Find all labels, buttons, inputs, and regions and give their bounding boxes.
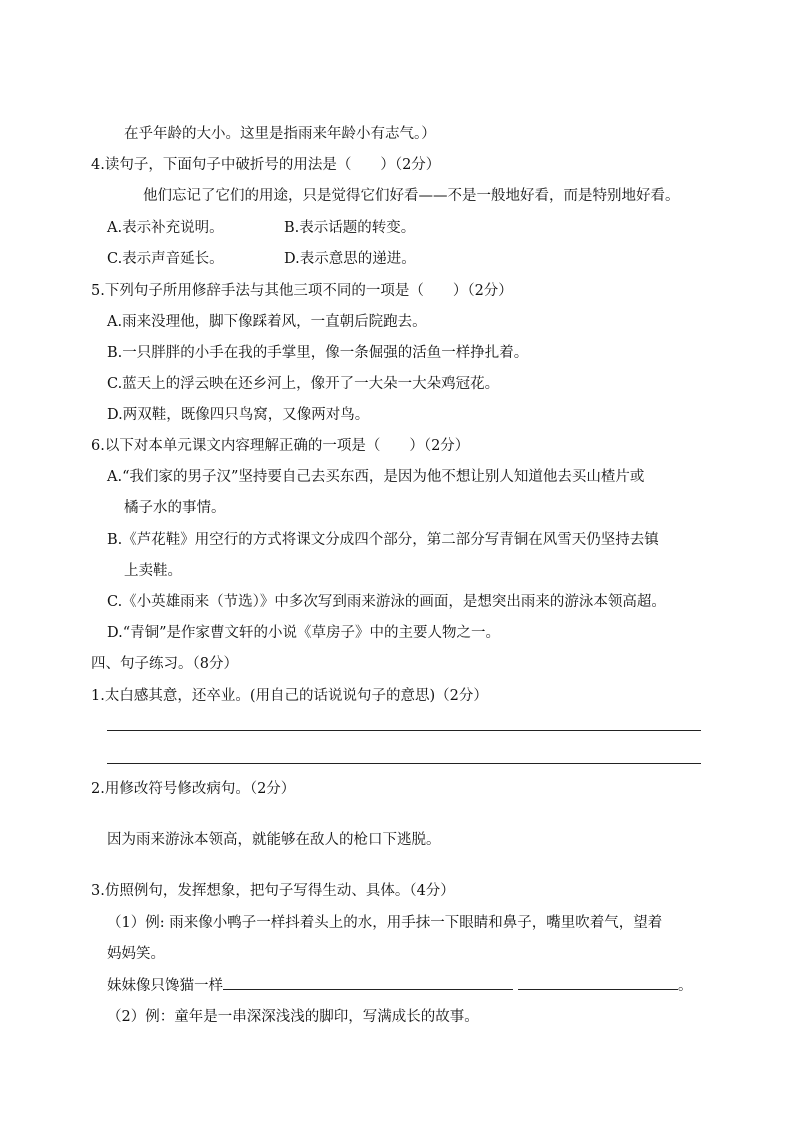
answer-line-1[interactable]	[107, 730, 701, 731]
question-6-option-c: C.《小英雄雨来（节选）》中多次写到雨来游泳的画面，是想突出雨来的游泳本领高超。	[107, 594, 666, 610]
section-4-heading: 四、句子练习。（8分）	[91, 656, 238, 672]
question-4-option-b: B.表示话题的转变。	[284, 220, 416, 236]
fill-blank-segment-3[interactable]	[518, 975, 678, 990]
sentence-question-2: 2.用修改符号修改病句。（2分）	[91, 781, 296, 797]
fill-blank-segment-1[interactable]	[223, 975, 513, 990]
question-4-sentence: 他们忘记了它们的用途，只是觉得它们好看——不是一般地好看，而是特别地好看。	[143, 188, 680, 204]
question-5-stem: 5.下列句子所用修辞手法与其他三项不同的一项是（ ）（2分）	[91, 283, 513, 299]
question-5-option-b: B.一只胖胖的小手在我的手掌里，像一条倔强的活鱼一样挣扎着。	[107, 345, 529, 361]
sentence-question-2-text: 因为雨来游泳本领高，就能够在敌人的枪口下逃脱。	[107, 832, 441, 848]
question-6-option-a-line1: A.“我们家的男子汉”坚持要自己去买东西，是因为他不想让别人知道他去买山楂片或	[107, 469, 645, 485]
sentence-question-3-example-2: （2）例：童年是一串深深浅浅的脚印，写满成长的故事。	[107, 1009, 479, 1025]
question-5-option-c: C.蓝天上的浮云映在还乡河上，像开了一大朵一大朵鸡冠花。	[107, 376, 500, 392]
answer-line-2[interactable]	[107, 763, 701, 764]
sentence-question-3: 3.仿照例句，发挥想象，把句子写得生动、具体。（4分）	[91, 883, 455, 899]
question-5-option-d: D.两双鞋，既像四只鸟窝，又像两对鸟。	[107, 407, 370, 423]
sentence-question-3-example-1-line1: （1）例: 雨来像小鸭子一样抖着头上的水，用手抹一下眼睛和鼻子，嘴里吹着气，望着	[107, 915, 663, 931]
question-4-option-d: D.表示意思的递进。	[284, 251, 416, 267]
question-4-option-a: A.表示补充说明。	[107, 220, 224, 236]
sentence-question-3-fill-row	[107, 975, 693, 996]
fill-suffix: 。	[678, 978, 693, 994]
question-6-option-b-line1: B.《芦花鞋》用空行的方式将课文分成四个部分，第二部分写青铜在风雪天仍坚持去镇	[107, 532, 659, 548]
question-6-option-a-line2: 橘子水的事情。	[124, 500, 226, 516]
question-6-option-b-line2: 上卖鞋。	[124, 563, 182, 579]
sentence-question-3-example-1-line2: 妈妈笑。	[107, 946, 165, 962]
continued-answer-text: 在乎年龄的大小。这里是指雨来年龄小有志气。）	[124, 126, 436, 142]
question-5-option-a: A.雨来没理他，脚下像踩着风，一直朝后院跑去。	[107, 314, 427, 330]
question-4-option-c: C.表示声音延长。	[107, 251, 224, 267]
question-6-stem: 6.以下对本单元课文内容理解正确的一项是（ ）（2分）	[91, 438, 470, 454]
fill-prefix: 妹妹像只馋猫一样	[107, 978, 223, 994]
sentence-question-1: 1.太白感其意，还卒业。(用自己的话说说句子的意思)（2分）	[91, 688, 488, 704]
question-6-option-d: D.“青铜”是作家曹文轩的小说《草房子》中的主要人物之一。	[107, 625, 501, 641]
question-4-stem: 4.读句子，下面句子中破折号的用法是（ ）（2分）	[91, 157, 441, 173]
